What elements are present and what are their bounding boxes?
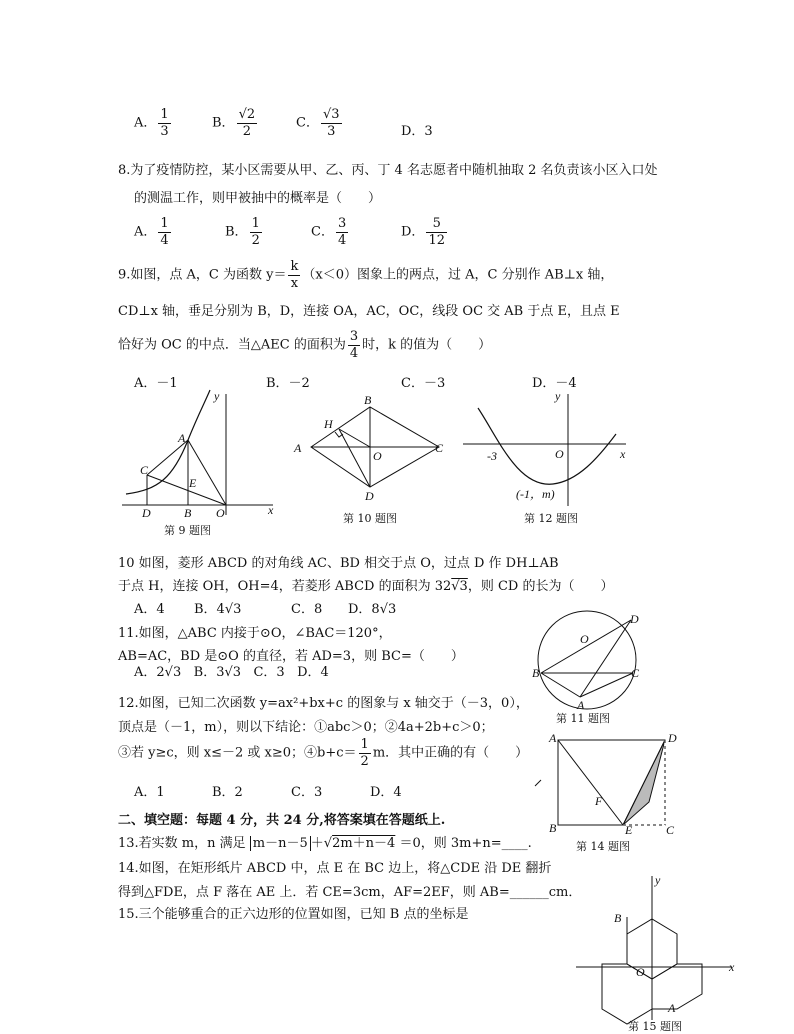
q9-option-d: D．－4 <box>532 376 577 391</box>
fig10-O: O <box>373 449 382 463</box>
fig10-H: H <box>324 417 333 431</box>
q15-line1: 15.三个能够重合的正六边形的位置如图，已知 B 点的坐标是 <box>118 907 469 922</box>
fig14-B: B <box>549 821 557 835</box>
q12-option-b: B．2 <box>212 785 243 800</box>
fig15-x: x <box>729 960 735 974</box>
fig9-B: B <box>184 506 192 520</box>
q11-line1: 11.如图，△ABC 内接于⊙O，∠BAC＝120°， <box>118 626 392 641</box>
q12-option-c: C．3 <box>291 785 323 800</box>
q8-option-c: C． $\frac{3}{4}$ <box>311 216 347 248</box>
fig14-D: D <box>668 731 677 745</box>
fig11-C: C <box>631 666 640 680</box>
fig12-x: x <box>620 447 626 461</box>
q9-option-b: B．－2 <box>266 376 310 391</box>
q11-line2: AB=AC，BD 是⊙O 的直径，若 AD=3，则 BC=（ ） <box>118 649 464 664</box>
fig12-O: O <box>555 447 564 461</box>
q8-option-d: D． $\frac{5}{12}$ <box>401 216 445 248</box>
fig9-x: x <box>268 503 274 517</box>
q8-option-a: A． $\frac{1}{4}$ <box>134 216 169 248</box>
fig12-caption: 第 12 题图 <box>524 512 578 525</box>
fig15-B: B <box>614 911 622 925</box>
q9-option-a: A．－1 <box>134 376 178 391</box>
fig9-A: A <box>178 431 186 445</box>
q7-option-d: D．3 <box>401 124 433 139</box>
q8-option-b: B． $\frac{1}{2}$ <box>225 216 260 248</box>
q7-option-a: A． $\frac{1}{3}$ <box>134 107 169 139</box>
q10-option-a: A．4 <box>134 602 165 617</box>
fig11-O: O <box>580 632 589 646</box>
figure-12 <box>458 388 633 508</box>
fig9-caption: 第 9 题图 <box>164 524 211 537</box>
q9-line2: CD⊥x 轴，垂足分别为 B，D，连接 OA，AC，OC，线段 OC 交 AB 于点 E，且点 E <box>118 304 620 319</box>
q12-option-a: A．1 <box>134 785 165 800</box>
q9-line1: 9.如图，点 A，C 为函数 y＝ $\frac{k}{x}$ （x＜0）图象上的两点，过 A，C 分别作 AB⊥x 轴， <box>118 259 614 291</box>
fig10-A: A <box>294 441 302 455</box>
fig11-B: B <box>532 666 540 680</box>
figure-11 <box>530 605 650 715</box>
fig15-A: A <box>668 1001 676 1015</box>
fig11-D: D <box>630 612 639 626</box>
section-2-title: 二、填空题：每题 4 分，共 24 分,将答案填在答题纸上. <box>118 813 446 828</box>
q10-option-d: D．8√3 <box>348 602 397 617</box>
fig9-E: E <box>189 476 197 490</box>
fig10-C: C <box>435 441 444 455</box>
fig10-B: B <box>364 393 372 407</box>
figure-14 <box>535 730 685 838</box>
q12-line3: ③若 y≥c，则 x≤－2 或 x≥0；④b+c＝ $\frac{1}{2}$ m．其中正确的有（ ） <box>118 737 529 769</box>
q8-line2: 的测温工作，则甲被抽中的概率是（ ） <box>134 191 382 206</box>
fig14-caption: 第 14 题图 <box>576 840 630 853</box>
fig9-C: C <box>140 463 149 477</box>
fig14-F: F <box>595 794 603 808</box>
figure-9 <box>118 390 278 520</box>
q8-line1: 8.为了疫情防控，某小区需要从甲、乙、丙、丁 4 名志愿者中随机抽取 2 名负责该小区入口处 <box>118 163 658 178</box>
q12-option-d: D．4 <box>370 785 402 800</box>
fig15-caption: 第 15 题图 <box>628 1020 682 1033</box>
fig14-E: E <box>625 823 633 837</box>
q12-line1: 12.如图，已知二次函数 y=ax²+bx+c 的图象与 x 轴交于（－3，0）， <box>118 696 529 711</box>
fig15-y: y <box>655 873 661 887</box>
q9-option-c: C．－3 <box>401 376 446 391</box>
fig9-y: y <box>214 389 220 403</box>
q10-line2: 于点 H，连接 OH，OH=4，若菱形 ABCD 的面积为 32√3，则 CD 的长为（ ） <box>118 579 614 594</box>
fig14-A: A <box>549 731 557 745</box>
q10-option-c: C．8 <box>291 602 323 617</box>
fig11-A: A <box>577 698 585 712</box>
fig11-caption: 第 11 题图 <box>556 712 610 725</box>
q7-option-b: B． $\frac{√2}{2}$ <box>212 107 256 139</box>
figure-10 <box>292 392 452 512</box>
q11-options: A．2√3 B．3√3 C．3 D．4 <box>134 665 329 680</box>
fig14-C: C <box>666 823 675 837</box>
figure-15 <box>572 872 742 1022</box>
fig10-D: D <box>365 489 374 503</box>
fig15-O: O <box>636 965 645 979</box>
fig10-caption: 第 10 题图 <box>343 512 397 525</box>
fig9-D: D <box>142 506 151 520</box>
q10-option-b: B．4√3 <box>194 602 242 617</box>
fig12-vertex: (-1，m) <box>516 487 555 501</box>
q9-line3: 恰好为 OC 的中点．当△AEC 的面积为 $\frac{3}{4}$ 时，k 的值为（ ） <box>118 329 492 361</box>
fig9-O: O <box>216 506 225 520</box>
q7-option-c: C． $\frac{√3}{3}$ <box>296 107 340 139</box>
q14-line2: 得到△FDE，点 F 落在 AE 上．若 CE=3cm，AF=2EF，则 AB=______cm． <box>118 885 582 900</box>
q13: 13.若实数 m，n 满足 m－n－5 ＋√2m＋n－4 ＝0，则 3m+n=____. <box>118 836 532 851</box>
fig12-m3: -3 <box>487 449 497 463</box>
q12-line2: 顶点是（－1，m），则以下结论：①abc＞0；②4a+2b+c＞0； <box>118 720 494 735</box>
q10-line1: 10 如图，菱形 ABCD 的对角线 AC、BD 相交于点 O，过点 D 作 DH⊥AB <box>118 556 559 571</box>
q14-line1: 14.如图，在矩形纸片 ABCD 中，点 E 在 BC 边上，将△CDE 沿 DE 翻折 <box>118 861 552 876</box>
fig12-y: y <box>555 389 561 403</box>
